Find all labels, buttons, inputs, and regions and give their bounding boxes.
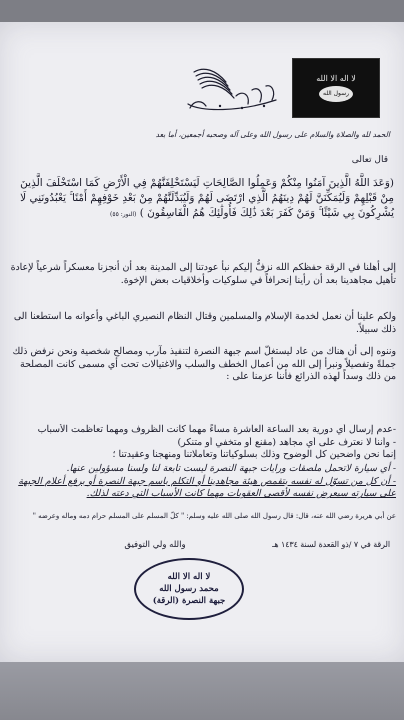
warnings-block — [8, 463, 396, 501]
list-item: -عدم إرسال أي دورية بعد الساعة العاشرة مساءً مهما كانت الظروف ومهما تعاظمت الأسباب — [37, 424, 396, 435]
warning-vehicles: - أي سيارة لاتحمل ملصقات ورايات جبهة النصرة ليست تابعة لنا ولسنا مسؤولين عنها. — [66, 463, 396, 474]
list-item: - وأننا لا نعترف على أي مجاهد (مقنع أو متخفي أو متنكر) — [177, 436, 396, 448]
stamp-line: لا اله الا الله — [167, 572, 211, 582]
paragraph-commitment: ولكم علينا أن نعمل لخدمة الإسلام والمسلمين وقتال النظام النصيري الباغي وأعوانه ما استطعنا الى ذلك سبيلاً. — [13, 311, 396, 335]
black-flag-emblem — [292, 58, 380, 118]
warning-impersonation: - أن كل من تسوّل له نفسه بتقمص هيئة مجاهدينا أو التكلم باسم جبهة النصرة أو برفع أعلام الجبهة على سيارته سيعرض نفسه لأقصى العقوبات مهما كانت الأسباب التي دعته لذلك. — [18, 475, 396, 500]
paragraph-notice: وننوه إلى أن هناك من عاد ليستغلّ اسم جبهة النصرة لتنفيذ مآرب ومصالح شخصية ونحن نرفض ذلك جملةً وتفصيلاً ونبرأ إلى الله من أعمال الخطف والسلب والاغتيالات تحت أي مسمى كانت المصلحة من ذلك وسداً لهذه الذرائع فأننا عزمنا على : — [12, 346, 396, 383]
photo-background-bottom — [0, 662, 404, 720]
flag-shahada-line: لا اله الا الله — [316, 74, 356, 83]
paragraph-return-announcement: إلى أهلنا في الرقة حفظكم الله نزفُّ إليكم نبأ عودتنا إلى المدينة بعد أن أنجزنا معسكراً شرعياً لإعادة تأهيل مجاهدينا بعد أن رأينا إنحرافاً في سلوكيات وأخلاقيات بعض الإخوة. — [10, 262, 396, 286]
photo-background-top — [0, 0, 404, 22]
opening-line: الحمد لله والصلاة والسلام على رسول الله وعلى آله وصحبه أجمعين، أما بعد — [155, 130, 390, 139]
verse-text: (وَعَدَ اللَّهُ الَّذِينَ آمَنُوا مِنْكُمْ وَعَمِلُوا الصَّالِحَاتِ لَيَسْتَخْلِفَنَّهُمْ فِي الْأَرْضِ كَمَا اسْتَخْلَفَ الَّذِينَ مِنْ قَبْلِهِمْ وَلَيُمَكِّنَنَّ لَهُمْ دِينَهُمُ الَّذِي ارْتَضَى لَهُمْ وَلَيُبَدِّلَنَّهُمْ مِنْ بَعْدِ خَوْفِهِمْ أَمْنًا ۚ يَعْبُدُونَنِي لَا يُشْرِكُونَ بِي شَيْئًا ۚ وَمَنْ كَفَرَ بَعْدَ ذَٰلِكَ فَأُولَٰئِكَ هُمُ الْفَاسِقُونَ ) — [20, 177, 394, 219]
quran-verse — [10, 176, 394, 222]
stamp-line: جبهة النصرة (الرقة) — [152, 596, 226, 606]
stamp-line: محمد رسول الله — [159, 584, 219, 594]
basmala-calligraphy-logo — [180, 60, 284, 118]
date-line: الرقة في ٧ /ذو القعدة لسنة ١٤٣٤ هـ — [272, 540, 390, 549]
flag-seal: رسول الله محمد — [319, 86, 353, 102]
verse-intro: قال تعالى — [351, 155, 388, 165]
list-item: إنما نحن واضحين كل الوضوح وذلك بسلوكياتنا وتعاملاتنا ومنهجنا وعقيدتنا ؛ — [112, 449, 396, 461]
organization-stamp — [134, 558, 244, 620]
closing-line: والله ولي التوفيق — [124, 540, 186, 550]
verse-reference: (النور: ٥٥) — [110, 211, 137, 218]
hadith-quote: عن أبي هريرة رضي الله عنه، قال: قال رسول الله صلى الله عليه وسلم: " كلّ المسلم على المسلم حرام دمه وماله وعرضه " — [32, 512, 396, 520]
resolutions-list — [8, 424, 396, 462]
